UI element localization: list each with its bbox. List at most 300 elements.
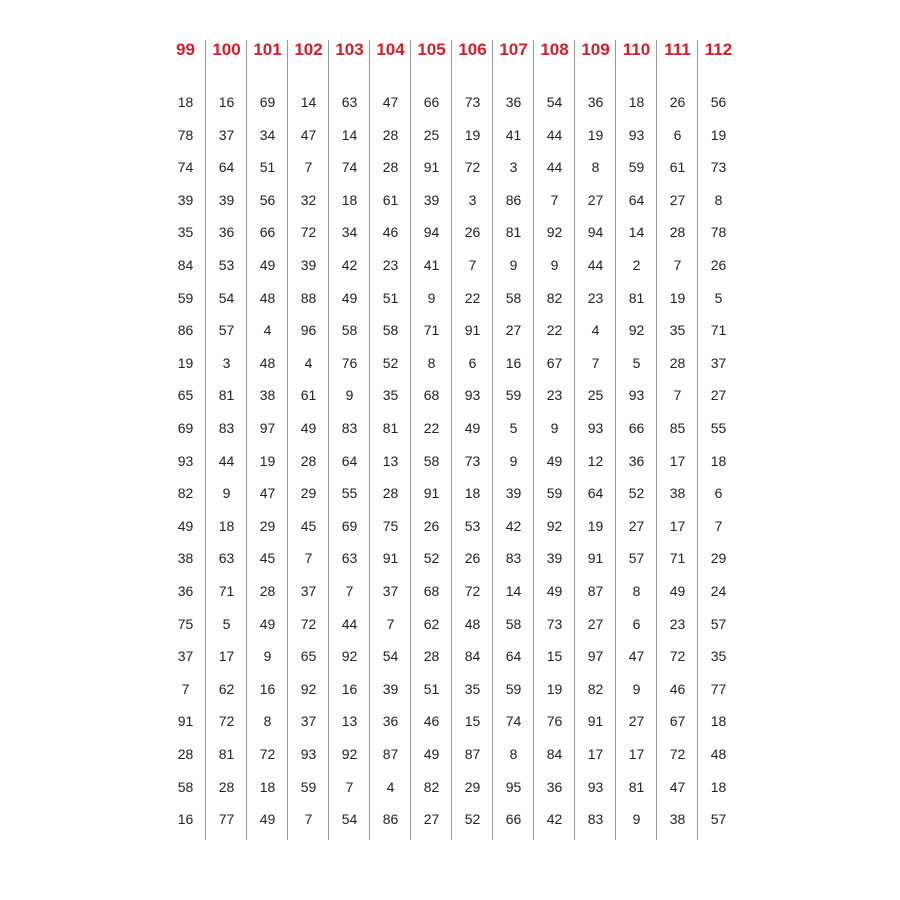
number-cell: 28 (300, 452, 317, 469)
number-cell: 26 (464, 224, 481, 241)
number-cell: 16 (259, 680, 276, 697)
number-cell: 39 (177, 191, 194, 208)
number-cell: 54 (341, 811, 358, 828)
column-108 (534, 38, 575, 842)
number-cell: 6 (632, 615, 641, 632)
number-cell: 65 (300, 648, 317, 665)
number-cell: 83 (505, 550, 522, 567)
column-112 (698, 38, 739, 842)
number-cell: 39 (218, 191, 235, 208)
number-cell: 81 (628, 778, 645, 795)
number-cell: 17 (628, 746, 645, 762)
number-cell: 97 (587, 648, 604, 665)
column-header: 103 (335, 40, 364, 59)
number-cell: 77 (218, 811, 235, 828)
number-cell: 48 (710, 746, 727, 762)
number-cell: 93 (587, 420, 604, 436)
number-cell: 44 (341, 615, 358, 632)
number-cell: 58 (382, 322, 399, 339)
number-cell: 59 (546, 485, 563, 502)
number-cell: 64 (505, 648, 522, 665)
column-111 (657, 38, 698, 842)
number-cell: 46 (423, 713, 440, 730)
number-cell: 71 (218, 583, 235, 599)
number-cell: 19 (587, 517, 604, 534)
number-cell: 7 (591, 354, 600, 371)
number-cell: 22 (464, 289, 481, 306)
number-cell: 82 (423, 778, 440, 795)
number-cell: 17 (669, 517, 686, 534)
number-cell: 28 (259, 583, 276, 599)
number-cell: 92 (546, 517, 563, 534)
number-cell: 75 (382, 517, 399, 534)
number-cell: 24 (710, 583, 727, 599)
number-cell: 29 (259, 517, 276, 534)
number-cell: 68 (423, 583, 440, 599)
number-cell: 66 (505, 811, 522, 828)
number-cell: 62 (218, 680, 235, 697)
number-cell: 72 (669, 648, 686, 665)
number-cell: 59 (628, 159, 645, 176)
column-header: 99 (176, 40, 195, 59)
number-cell: 74 (177, 159, 194, 176)
number-cell: 34 (259, 126, 276, 143)
number-cell: 35 (382, 387, 399, 404)
number-cell: 36 (218, 224, 235, 241)
number-cell: 26 (464, 550, 481, 567)
number-cell: 28 (382, 159, 399, 176)
number-cell: 9 (345, 387, 354, 404)
number-cell: 58 (505, 615, 522, 632)
column-100 (206, 38, 247, 842)
number-cell: 17 (669, 452, 686, 469)
number-cell: 58 (505, 289, 522, 306)
number-cell: 58 (423, 452, 440, 469)
number-cell: 9 (550, 257, 559, 273)
number-cell: 92 (546, 224, 563, 241)
number-cell: 57 (710, 811, 727, 828)
number-cell: 35 (177, 224, 194, 241)
number-cell: 61 (382, 191, 399, 208)
number-cell: 53 (218, 257, 235, 273)
number-cell: 93 (300, 746, 317, 762)
number-cell: 64 (341, 452, 358, 469)
number-cell: 49 (464, 420, 481, 436)
number-cell: 82 (177, 485, 194, 502)
number-cell: 61 (300, 387, 317, 404)
number-cell: 91 (423, 485, 440, 502)
number-cell: 51 (382, 289, 399, 306)
number-cell: 42 (505, 517, 522, 534)
number-cell: 8 (632, 583, 641, 599)
number-cell: 9 (632, 680, 641, 697)
number-cell: 85 (669, 420, 686, 436)
number-cell: 39 (546, 550, 563, 567)
number-cell: 7 (304, 159, 313, 176)
number-cell: 54 (546, 94, 563, 110)
number-cell: 3 (222, 354, 231, 371)
number-cell: 63 (218, 550, 235, 567)
column-106 (452, 38, 493, 842)
number-cell: 9 (509, 257, 518, 273)
number-cell: 39 (505, 485, 522, 502)
number-cell: 63 (341, 550, 358, 567)
number-cell: 87 (464, 746, 481, 762)
number-cell: 29 (464, 778, 481, 795)
number-cell: 88 (300, 289, 317, 306)
number-cell: 58 (341, 322, 358, 339)
number-cell: 69 (259, 94, 276, 110)
number-cell: 16 (218, 94, 235, 110)
number-cell: 18 (710, 452, 727, 469)
number-cell: 84 (177, 257, 194, 273)
number-cell: 69 (177, 420, 194, 436)
number-cell: 38 (259, 387, 276, 404)
number-cell: 64 (218, 159, 235, 176)
number-cell: 73 (464, 94, 481, 110)
number-cell: 16 (505, 354, 522, 371)
number-cell: 7 (304, 811, 313, 828)
number-cell: 57 (628, 550, 645, 567)
number-cell: 18 (710, 778, 727, 795)
number-cell: 93 (587, 778, 604, 795)
number-cell: 77 (710, 680, 727, 697)
column-110 (616, 38, 657, 842)
number-cell: 57 (710, 615, 727, 632)
number-cell: 25 (587, 387, 604, 404)
number-cell: 74 (505, 713, 522, 730)
number-cell: 76 (341, 354, 358, 371)
number-cell: 16 (341, 680, 358, 697)
number-cell: 83 (587, 811, 604, 828)
number-cell: 25 (423, 126, 440, 143)
number-cell: 59 (505, 680, 522, 697)
number-cell: 52 (628, 485, 645, 502)
number-cell: 14 (341, 126, 358, 143)
number-cell: 71 (710, 322, 727, 339)
number-cell: 92 (628, 322, 645, 339)
number-cell: 37 (300, 713, 317, 730)
number-cell: 37 (218, 126, 235, 143)
number-cell: 94 (587, 224, 604, 241)
number-cell: 19 (464, 126, 481, 143)
number-cell: 49 (423, 746, 440, 762)
number-cell: 19 (669, 289, 686, 306)
number-cell: 8 (591, 159, 600, 176)
number-cell: 41 (423, 257, 440, 273)
number-cell: 27 (669, 191, 686, 208)
number-cell: 39 (423, 191, 440, 208)
number-cell: 28 (423, 648, 440, 665)
column-header: 104 (376, 40, 405, 59)
number-cell: 91 (382, 550, 399, 567)
number-cell: 23 (587, 289, 604, 306)
number-cell: 4 (304, 354, 313, 371)
number-cell: 91 (587, 713, 604, 730)
number-cell: 18 (177, 94, 194, 110)
number-cell: 49 (177, 517, 194, 534)
number-cell: 34 (341, 224, 358, 241)
number-cell: 18 (628, 94, 645, 110)
number-cell: 35 (710, 648, 727, 665)
column-header: 106 (458, 40, 487, 59)
number-cell: 55 (710, 420, 727, 436)
number-cell: 13 (382, 452, 399, 469)
number-cell: 72 (259, 746, 276, 762)
number-cell: 28 (382, 126, 399, 143)
column-109 (575, 38, 616, 842)
number-cell: 26 (423, 517, 440, 534)
number-cell: 36 (177, 583, 194, 599)
number-cell: 7 (181, 680, 190, 697)
number-cell: 66 (259, 224, 276, 241)
number-cell: 8 (714, 191, 723, 208)
number-cell: 36 (628, 452, 645, 469)
number-cell: 14 (300, 94, 317, 110)
number-cell: 72 (669, 746, 686, 762)
number-cell: 15 (546, 648, 563, 665)
number-cell: 22 (423, 420, 440, 436)
column-header: 109 (581, 40, 610, 59)
number-cell: 27 (587, 191, 604, 208)
number-cell: 5 (222, 615, 231, 632)
number-cell: 44 (546, 126, 563, 143)
number-cell: 72 (464, 583, 481, 599)
number-cell: 17 (587, 746, 604, 762)
number-cell: 97 (259, 420, 276, 436)
number-cell: 53 (464, 517, 481, 534)
number-cell: 49 (259, 257, 276, 273)
number-cell: 35 (669, 322, 686, 339)
number-cell: 78 (177, 126, 194, 143)
number-cell: 52 (464, 811, 481, 828)
number-cell: 87 (382, 746, 399, 762)
number-cell: 4 (386, 778, 395, 795)
number-cell: 19 (710, 126, 727, 143)
column-header: 101 (253, 40, 282, 59)
number-cell: 9 (632, 811, 641, 828)
number-cell: 57 (218, 322, 235, 339)
number-cell: 49 (259, 615, 276, 632)
number-cell: 44 (546, 159, 563, 176)
number-cell: 91 (423, 159, 440, 176)
number-cell: 72 (218, 713, 235, 730)
number-cell: 56 (259, 191, 276, 208)
number-cell: 66 (423, 94, 440, 110)
number-cell: 92 (341, 648, 358, 665)
number-cell: 81 (218, 387, 235, 404)
number-cell: 49 (546, 452, 563, 469)
number-cell: 12 (587, 452, 604, 469)
number-cell: 28 (669, 224, 686, 241)
number-cell: 23 (546, 387, 563, 404)
number-cell: 29 (710, 550, 727, 567)
number-cell: 19 (587, 126, 604, 143)
number-cell: 54 (382, 648, 399, 665)
number-cell: 18 (464, 485, 481, 502)
number-cell: 51 (423, 680, 440, 697)
number-cell: 7 (673, 387, 682, 404)
column-header: 111 (664, 40, 691, 59)
number-cell: 59 (505, 387, 522, 404)
number-cell: 81 (505, 224, 522, 241)
number-cell: 19 (177, 354, 194, 371)
number-cell: 73 (710, 159, 727, 176)
number-cell: 19 (546, 680, 563, 697)
number-cell: 36 (382, 713, 399, 730)
column-header: 110 (622, 40, 651, 59)
number-cell: 28 (218, 778, 235, 795)
number-cell: 7 (468, 257, 477, 273)
number-cell: 37 (300, 583, 317, 599)
number-cell: 9 (427, 289, 436, 306)
number-cell: 93 (628, 387, 645, 404)
number-cell: 7 (673, 257, 682, 273)
column-105 (411, 38, 452, 842)
number-cell: 3 (509, 159, 518, 176)
number-cell: 2 (632, 257, 641, 273)
number-cell: 37 (710, 354, 727, 371)
number-cell: 9 (222, 485, 231, 502)
column-header: 108 (540, 40, 569, 59)
number-cell: 68 (423, 387, 440, 404)
number-cell: 51 (259, 159, 276, 176)
number-cell: 15 (464, 713, 481, 730)
number-cell: 39 (300, 257, 317, 273)
number-cell: 38 (669, 811, 686, 828)
column-header: 107 (499, 40, 528, 59)
number-cell: 27 (710, 387, 727, 404)
number-cell: 96 (300, 322, 317, 339)
number-cell: 86 (505, 191, 522, 208)
number-cell: 73 (546, 615, 563, 632)
number-cell: 6 (673, 126, 682, 143)
number-cell: 48 (464, 615, 481, 632)
number-cell: 36 (505, 94, 522, 110)
number-cell: 4 (263, 322, 272, 339)
number-cell: 8 (263, 713, 272, 730)
number-cell: 41 (505, 126, 522, 143)
column-102 (288, 38, 329, 842)
number-cell: 54 (218, 289, 235, 306)
number-cell: 49 (341, 289, 358, 306)
number-cell: 66 (628, 420, 645, 436)
number-cell: 9 (263, 648, 272, 665)
number-cell: 14 (505, 583, 522, 599)
number-cell: 13 (341, 713, 358, 730)
number-cell: 95 (505, 778, 522, 795)
number-cell: 49 (669, 583, 686, 599)
number-cell: 44 (218, 452, 235, 469)
number-cell: 65 (177, 387, 194, 404)
number-cell: 18 (259, 778, 276, 795)
number-cell: 18 (341, 191, 358, 208)
column-103 (329, 38, 370, 842)
number-cell: 9 (550, 420, 559, 436)
number-cell: 3 (468, 191, 477, 208)
number-cell: 6 (468, 354, 477, 371)
number-cell: 7 (304, 550, 313, 567)
column-107 (493, 38, 534, 842)
number-cell: 49 (300, 420, 317, 436)
number-cell: 64 (587, 485, 604, 502)
number-cell: 81 (628, 289, 645, 306)
number-cell: 67 (669, 713, 686, 730)
number-cell: 92 (341, 746, 358, 762)
number-cell: 59 (177, 289, 194, 306)
number-cell: 64 (628, 191, 645, 208)
number-cell: 58 (177, 778, 194, 795)
number-cell: 93 (628, 126, 645, 143)
number-cell: 93 (177, 452, 194, 469)
number-cell: 28 (177, 746, 194, 762)
number-cell: 52 (382, 354, 399, 371)
number-cell: 39 (382, 680, 399, 697)
number-cell: 56 (710, 94, 727, 110)
number-cell: 18 (710, 713, 727, 730)
number-cell: 16 (177, 811, 194, 828)
number-cell: 81 (382, 420, 399, 436)
number-cell: 47 (259, 485, 276, 502)
number-cell: 35 (464, 680, 481, 697)
number-cell: 18 (218, 517, 235, 534)
number-cell: 42 (341, 257, 358, 273)
number-cell: 47 (300, 126, 317, 143)
number-cell: 17 (218, 648, 235, 665)
number-cell: 5 (509, 420, 518, 436)
number-cell: 45 (300, 517, 317, 534)
number-cell: 5 (632, 354, 641, 371)
number-cell: 28 (382, 485, 399, 502)
number-cell: 23 (669, 615, 686, 632)
column-header: 105 (417, 40, 446, 59)
number-cell: 82 (546, 289, 563, 306)
number-cell: 71 (423, 322, 440, 339)
number-cell: 27 (628, 713, 645, 730)
number-cell: 82 (587, 680, 604, 697)
number-cell: 78 (710, 224, 727, 241)
number-cell: 9 (509, 452, 518, 469)
number-cell: 7 (386, 615, 395, 632)
number-cell: 92 (300, 680, 317, 697)
number-cell: 93 (464, 387, 481, 404)
column-99 (165, 38, 206, 842)
number-cell: 27 (587, 615, 604, 632)
number-cell: 55 (341, 485, 358, 502)
number-cell: 62 (423, 615, 440, 632)
number-cell: 76 (546, 713, 563, 730)
number-cell: 14 (628, 224, 645, 241)
number-cell: 27 (505, 322, 522, 339)
number-cell: 72 (300, 615, 317, 632)
number-cell: 71 (669, 550, 686, 567)
number-cell: 7 (345, 778, 354, 795)
number-cell: 91 (587, 550, 604, 567)
number-cell: 59 (300, 778, 317, 795)
number-cell: 47 (382, 94, 399, 110)
number-cell: 52 (423, 550, 440, 567)
number-cell: 8 (509, 746, 518, 762)
number-cell: 6 (714, 485, 723, 502)
number-cell: 84 (546, 746, 563, 762)
column-header: 112 (704, 40, 733, 59)
number-cell: 81 (218, 746, 235, 762)
number-cell: 26 (669, 94, 686, 110)
number-cell: 48 (259, 289, 276, 306)
number-cell: 94 (423, 224, 440, 241)
number-cell: 26 (710, 257, 727, 273)
number-cell: 37 (382, 583, 399, 599)
